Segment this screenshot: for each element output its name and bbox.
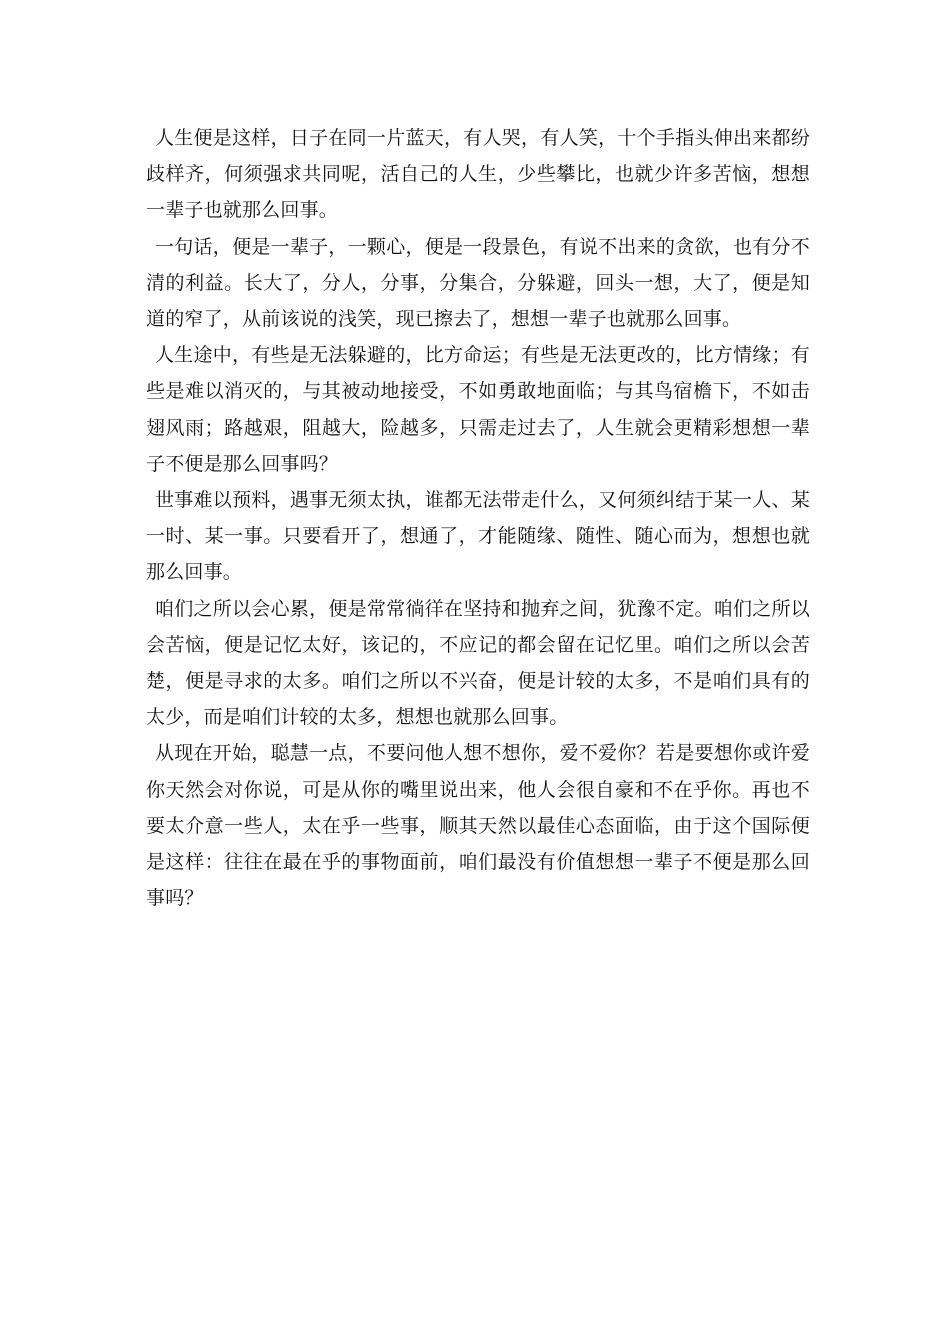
paragraph-2: 一句话，便是一辈子，一颗心，便是一段景色，有说不出来的贪欲，也有分不清的利益。长大了，分人，分事，分集合，分躲避，回头一想，大了，便是知道的窄了，从前该说的浅笑，现已擦去了，想想一辈子也就那么回事。 [146, 235, 810, 331]
paragraph-6: 从现在开始，聪慧一点，不要问他人想不想你，爱不爱你？若是要想你或许爱你天然会对你说，可是从你的嘴里说出来，他人会很自豪和不在乎你。再也不要太介意一些人，太在乎一些事，顺其天然以最佳心态面临，由于这个国际便是这样：往往在最在乎的事物面前，咱们最没有价值想想一辈子不便是那么回事吗？ [146, 742, 810, 910]
paragraph-3: 人生途中，有些是无法躲避的，比方命运；有些是无法更改的，比方情缘；有些是难以消灭的，与其被动地接受，不如勇敢地面临；与其鸟宿檐下，不如击翅风雨；路越艰，阻越大，险越多，只需走过去了，人生就会更精彩想想一辈子不便是那么回事吗？ [146, 344, 810, 475]
paragraph-4: 世事难以预料，遇事无须太执，谁都无法带走什么，又何须纠结于某一人、某一时、某一事。只要看开了，想通了，才能随缘、随性、随心而为，想想也就那么回事。 [146, 489, 810, 584]
document-body [146, 120, 810, 916]
paragraph-5: 咱们之所以会心累，便是常常徜徉在坚持和抛弃之间，犹豫不定。咱们之所以会苦恼，便是记忆太好，该记的，不应记的都会留在记忆里。咱们之所以会苦楚，便是寻求的太多。咱们之所以不兴奋，便是计较的太多，不是咱们具有的太少，而是咱们计较的太多，想想也就那么回事。 [146, 597, 810, 729]
paragraph-1: 人生便是这样，日子在同一片蓝天，有人哭，有人笑，十个手指头伸出来都纷歧样齐，何须强求共同呢，活自己的人生，少些攀比，也就少许多苦恼，想想一辈子也就那么回事。 [146, 127, 810, 222]
